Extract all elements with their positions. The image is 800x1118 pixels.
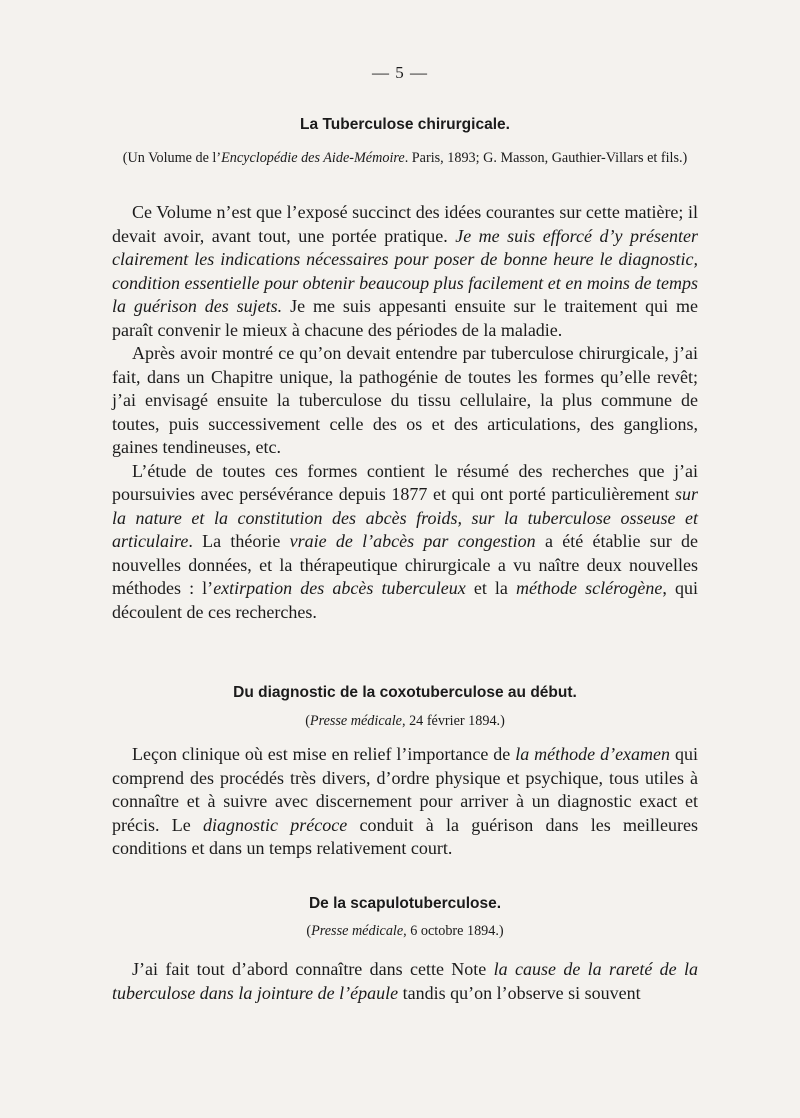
text-run: . La théorie — [188, 531, 290, 551]
source-text: . Paris, 1893; G. Masson, Gauthier-Villars et fils.) — [404, 150, 688, 166]
section-source-1 — [112, 147, 698, 169]
text-run-italic: la méthode d’examen — [515, 744, 671, 764]
paragraph — [112, 958, 698, 1005]
source-text: , 24 février 1894.) — [401, 713, 505, 729]
text-run-italic: extirpation des abcès tuberculeux — [213, 578, 466, 598]
text-run: , qui découlent de ces recherches. — [112, 578, 699, 622]
text-run: qui comprend des procédés très divers, d’ordre physique et psychique, tous utiles à connaître et à suivre avec discernement pour arriver à un diagnostic exact et précis. Le — [112, 744, 698, 835]
section-title-coxotuberculose: Du diagnostic de la coxotuberculose au début. — [233, 684, 577, 701]
text-run-italic: vraie de l’abcès par congestion — [289, 531, 536, 551]
text-run-italic: la cause de la rareté de la tuberculose dans la jointure de l’épaule — [112, 959, 698, 1003]
text-run-italic: méthode sclérogène — [516, 578, 663, 598]
section-title-scapulotuberculose: De la scapulotuberculose. — [308, 895, 502, 912]
section-body-3 — [112, 958, 698, 1005]
text-run: a été établie sur de nouvelles données, et la thérapeutique chirurgicale a vu naître deux nouvelles méthodes : l’ — [112, 531, 698, 598]
text-run: et la — [465, 578, 517, 598]
text-run: J’ai fait tout d’abord connaître dans cette Note — [132, 959, 494, 979]
text-run-italic: diagnostic précoce — [203, 814, 348, 835]
source-title-italic: Presse médicale — [309, 713, 402, 729]
text-run: Ce Volume n’est que l’exposé succinct des idées courantes sur cette matière; il devait avoir, avant tout, une portée pratique. — [112, 202, 698, 246]
paragraph — [112, 743, 698, 861]
paragraph: Après avoir montré ce qu’on devait entendre par tuberculose chirurgicale, j’ai fait, dans un Chapitre unique, la pathogénie de toutes les formes qu’elle revêt; j’ai envisagé ensuite la tuberculose du tissu cellulaire, la plus commune de toutes, puis successivement celle des os et des articulations, des ganglions, gaines tendineuses, etc. — [112, 343, 698, 457]
text-run: conduit à la guérison dans les meilleures conditions et dans un temps relativement court. — [112, 814, 699, 858]
section-source-2 — [112, 710, 698, 732]
text-run: L’étude de toutes ces formes contient le résumé des recherches que j’ai poursuivies avec persévérance depuis 1877 et qui ont porté particulièrement — [112, 460, 698, 504]
section-body-2 — [112, 743, 698, 861]
text-run: Je me suis appesanti ensuite sur le traitement qui me paraît convenir le mieux à chacune des périodes de la maladie. — [112, 296, 698, 340]
text-run: tandis qu’on l’observe si souvent — [398, 982, 641, 1003]
source-text: , 6 octobre 1894.) — [403, 923, 504, 939]
paragraph — [112, 201, 698, 342]
source-text: ( — [305, 713, 310, 729]
page-number: — 5 — — [372, 63, 428, 82]
source-title-italic: Encyclopédie des Aide-Mémoire — [221, 150, 405, 166]
source-text: ( — [306, 923, 312, 939]
section-title-tuberculose-chirurgicale: La Tuberculose chirurgicale. — [300, 116, 510, 133]
text-run-italic: Je me suis efforcé d’y présenter clairement les indications nécessaires pour poser de bonne heure le diagnostic, condition essentielle pour obtenir beaucoup plus facilement et en moins de temps la guérison des sujets. — [112, 225, 698, 316]
source-title-italic: Presse médicale — [311, 923, 404, 939]
section-body-1 — [112, 201, 698, 624]
paragraph — [112, 460, 698, 625]
text-run-italic: sur la nature et la constitution des abcès froids, sur la tuberculose osseuse et articulaire — [112, 484, 698, 551]
section-source-3 — [112, 920, 698, 942]
text-run: Leçon clinique où est mise en relief l’importance de — [132, 744, 516, 764]
source-text: (Un Volume de l’ — [122, 150, 222, 166]
